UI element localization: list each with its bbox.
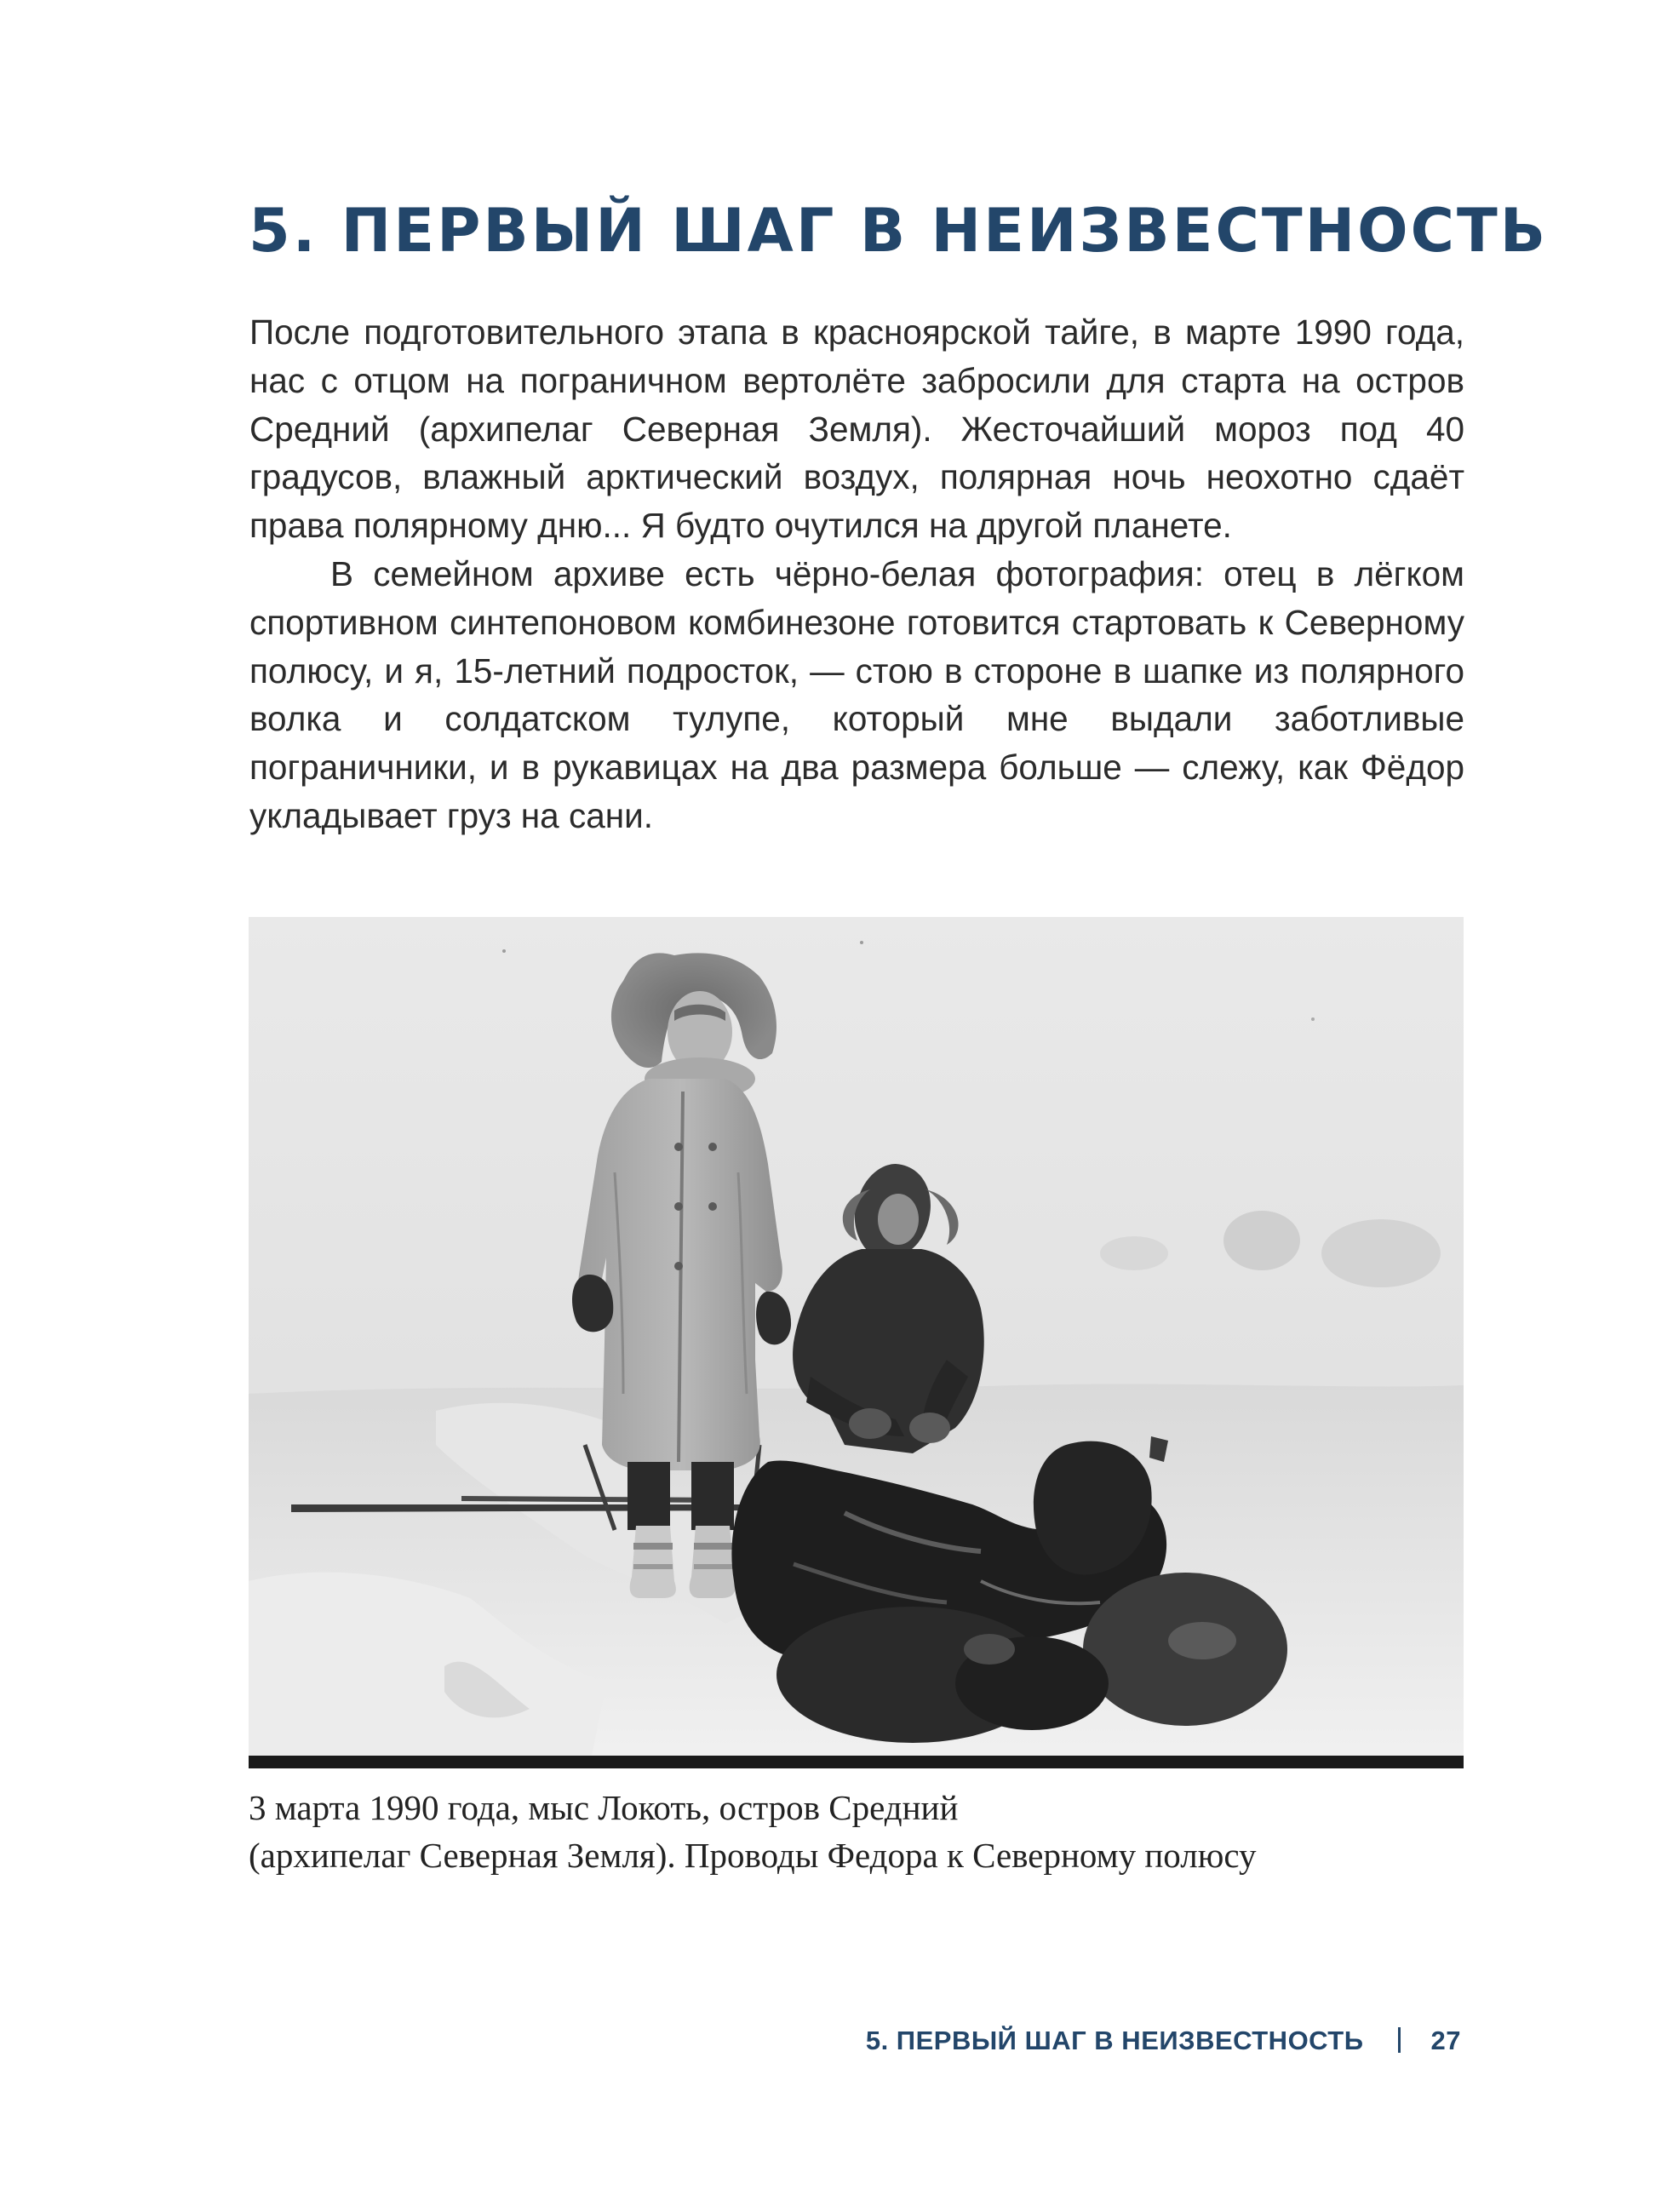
paragraph: В семейном архиве есть чёрно-белая фотография: отец в лёгком спортивном синтепоновом комбинезоне готовится стартовать к Северному полюсу, и я, 15-летний подросток, — стою в стороне в шапке из полярного волка и солдатском тулупе, который мне выдали заботливые пограничники, и в рукавицах на два размера больше — слежу, как Фёдор укладывает груз на сани. bbox=[249, 553, 1464, 835]
archive-photo bbox=[249, 917, 1464, 1768]
footer-separator bbox=[1398, 2027, 1401, 2053]
page-number: 27 bbox=[1430, 2026, 1461, 2055]
caption-line: 3 марта 1990 года, мыс Локоть, остров Средний bbox=[249, 1788, 959, 1827]
caption-line: (архипелаг Северная Земля). Проводы Федора к Северному полюсу bbox=[249, 1836, 1257, 1875]
chapter-title: 5. ПЕРВЫЙ ШАГ В НЕИЗВЕСТНОСТЬ bbox=[249, 196, 1549, 266]
body-text bbox=[249, 308, 1464, 840]
running-title: 5. ПЕРВЫЙ ШАГ В НЕИЗВЕСТНОСТЬ bbox=[865, 2026, 1364, 2055]
running-footer bbox=[866, 2024, 1461, 2058]
paragraph: После подготовительного этапа в красноярской тайге, в марте 1990 года, нас с отцом на пограничном вертолёте забросили для старта на остров Средний (архипелаг Северная Земля). Жесточайший мороз под 40 градусов, влажный арктический воздух, полярная ночь неохотно сдаёт права полярному дню... Я будто очутился на другой планете. bbox=[249, 312, 1464, 546]
photo-caption bbox=[249, 1784, 1475, 1879]
